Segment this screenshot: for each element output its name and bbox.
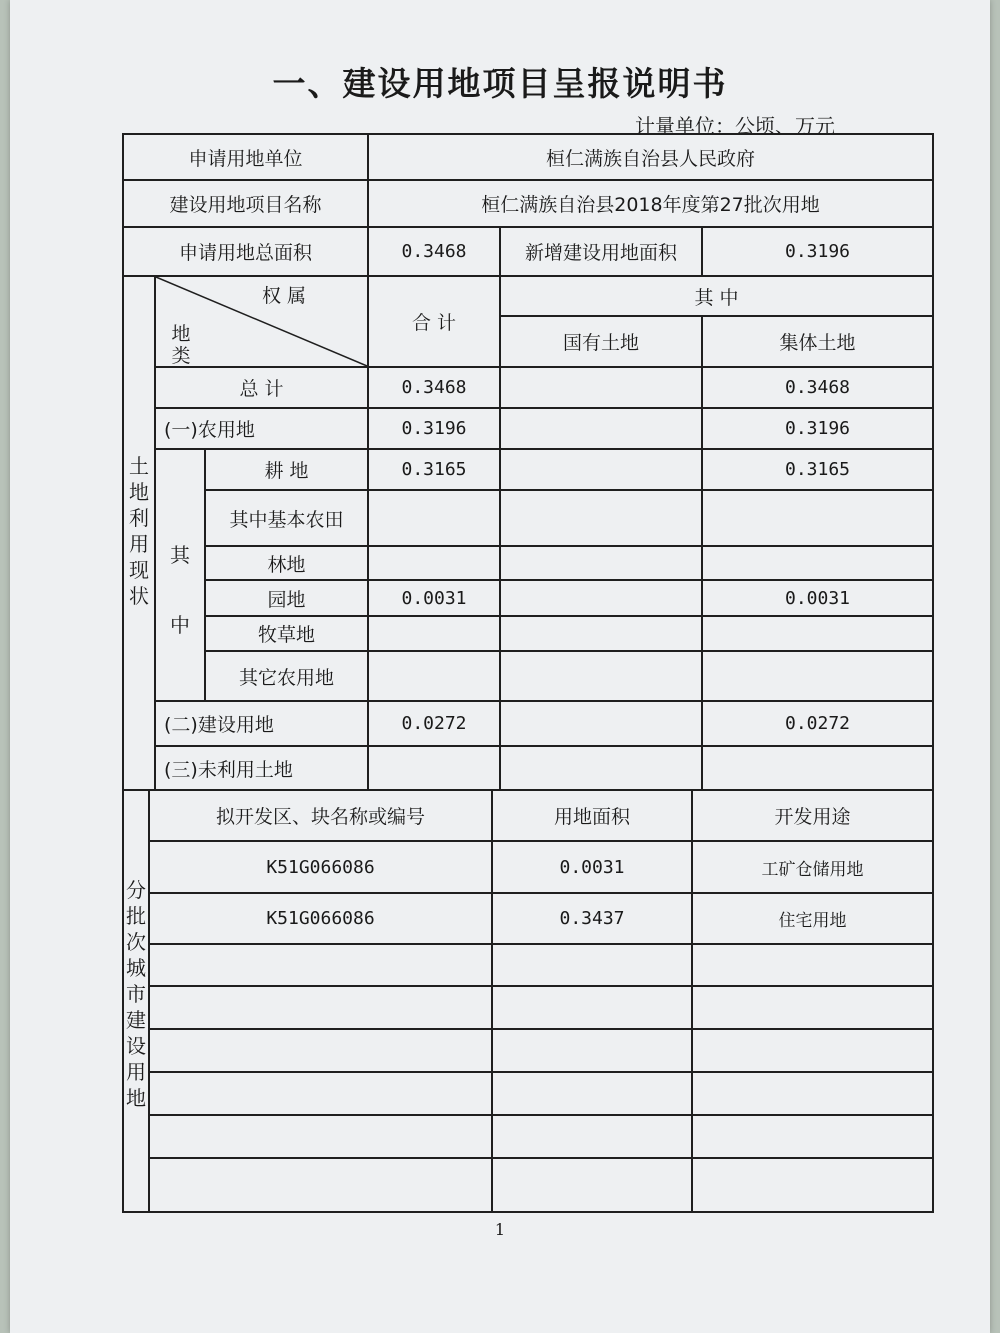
row-garden-collective: 0.0031 xyxy=(784,587,851,609)
row-label-pasture: 牧草地 xyxy=(257,624,315,646)
row-label-cultivated: 耕 地 xyxy=(264,460,309,482)
batch-row-1-area: 0.0031 xyxy=(559,856,625,878)
col-collective-header: 集体土地 xyxy=(779,332,856,354)
batch-col-area: 用地面积 xyxy=(553,806,630,828)
batch-side-label: 分批次城市建设用地 xyxy=(126,878,146,1110)
col-total-header: 合 计 xyxy=(411,312,457,334)
total-area-value: 0.3468 xyxy=(401,241,467,262)
project-label: 建设用地项目名称 xyxy=(169,194,322,216)
row-garden-total: 0.0031 xyxy=(401,587,467,609)
row-label-forest: 林地 xyxy=(267,553,306,576)
total-area-label: 申请用地总面积 xyxy=(178,242,312,264)
col-state-header: 国有土地 xyxy=(562,332,639,354)
new-area-value: 0.3196 xyxy=(784,241,851,262)
batch-col-name: 拟开发区、块名称或编号 xyxy=(215,806,425,828)
batch-row-2-name: K51G066086 xyxy=(266,908,375,929)
applicant-label: 申请用地单位 xyxy=(188,147,303,170)
diag-bottom-label-2: 类 xyxy=(171,344,191,367)
row-label-farmland: (一)农用地 xyxy=(164,419,255,441)
diag-bottom-label-1: 地 xyxy=(171,322,191,345)
row-label-total: 总 计 xyxy=(239,378,284,400)
row-farmland-total: 0.3196 xyxy=(401,418,467,439)
page-number: 1 xyxy=(494,1220,506,1239)
diag-top-label: 权 属 xyxy=(261,284,307,307)
sub-side-label: 其中 xyxy=(170,543,190,637)
row-construction-collective: 0.0272 xyxy=(784,713,851,734)
row-label-unused: (三)未利用土地 xyxy=(164,758,293,781)
row-construction-total: 0.0272 xyxy=(401,713,467,734)
land-status-side-label: 土地利用现状 xyxy=(129,454,149,608)
row-label-construction: (二)建设用地 xyxy=(164,714,274,736)
unit-note: 计量单位：公顷、万元 xyxy=(635,114,835,138)
batch-row-1-use: 工矿仓储用地 xyxy=(761,859,864,880)
col-among-header: 其 中 xyxy=(694,286,739,309)
project-value: 桓仁满族自治县2018年度第27批次用地 xyxy=(481,194,820,216)
new-area-label: 新增建设用地面积 xyxy=(524,242,677,264)
row-cultivated-total: 0.3165 xyxy=(401,459,467,480)
row-cultivated-collective: 0.3165 xyxy=(784,459,851,480)
applicant-value: 桓仁满族自治县人民政府 xyxy=(545,147,755,170)
batch-row-2-use: 住宅用地 xyxy=(778,911,847,931)
form-table xyxy=(122,133,934,1213)
batch-row-1-name: K51G066086 xyxy=(266,856,375,878)
row-farmland-collective: 0.3196 xyxy=(784,418,851,439)
row-total-collective: 0.3468 xyxy=(784,377,851,398)
row-label-basic-farmland: 其中基本农田 xyxy=(229,508,344,531)
row-total-total: 0.3468 xyxy=(401,377,467,398)
row-label-other-farm: 其它农用地 xyxy=(238,666,334,689)
batch-row-2-area: 0.3437 xyxy=(559,908,625,929)
document-title: 一、建设用地项目呈报说明书 xyxy=(272,64,728,103)
batch-col-use: 开发用途 xyxy=(774,806,851,828)
row-label-garden: 园地 xyxy=(267,588,306,611)
